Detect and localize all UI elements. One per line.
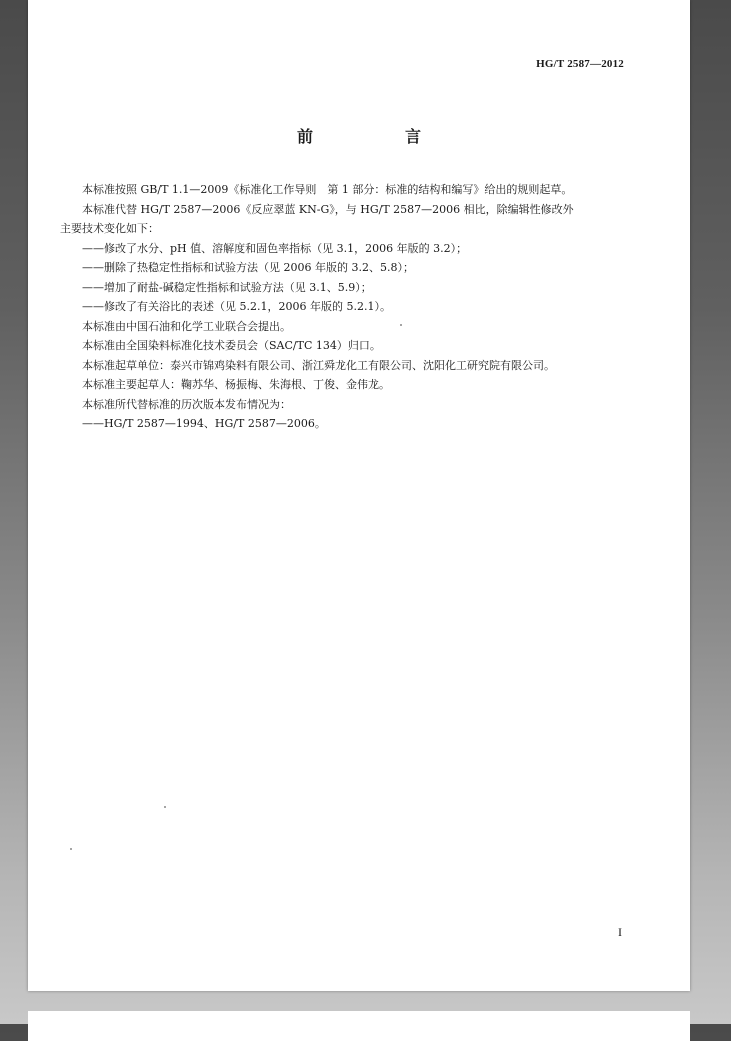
page-number: I — [618, 925, 622, 939]
paragraph-drafting-units: 本标准起草单位：泰兴市锦鸡染料有限公司、浙江舜龙化工有限公司、沈阳化工研究院有限公司。 — [82, 358, 555, 372]
paragraph-replaces-continued: 主要技术变化如下： — [60, 222, 159, 235]
list-item: ——修改了有关浴比的表述（见 5.2.1，2006 年版的 5.2.1）。 — [82, 300, 391, 313]
scan-speck — [70, 848, 72, 850]
list-item: ——修改了水分、pH 值、溶解度和固色率指标（见 3.1，2006 年版的 3.2）； — [82, 241, 468, 255]
next-page-edge — [28, 1011, 690, 1041]
foreword-body — [60, 180, 660, 434]
paragraph-history: 本标准所代替标准的历次版本发布情况为： — [82, 397, 291, 411]
scan-speck — [400, 324, 402, 326]
list-item: ——增加了耐盐-碱稳定性指标和试验方法（见 3.1、5.9）； — [82, 280, 372, 294]
paragraph-proposer: 本标准由中国石油和化学工业联合会提出。 — [82, 319, 291, 333]
paragraph-replaces: 本标准代替 HG/T 2587—2006《反应翠蓝 KN-G》，与 HG/T 2587—2006 相比，除编辑性修改外 — [82, 202, 574, 216]
page-title: 前 言 — [296, 127, 459, 146]
document-code: HG/T 2587—2012 — [536, 58, 624, 70]
list-item: ——删除了热稳定性指标和试验方法（见 2006 年版的 3.2、5.8）； — [82, 261, 414, 274]
paragraph-drafters: 本标准主要起草人：鞠苏华、杨振梅、朱海根、丁俊、金伟龙。 — [82, 378, 390, 391]
document-page — [28, 0, 690, 991]
list-item: ——HG/T 2587—1994、HG/T 2587—2006。 — [82, 417, 326, 430]
paragraph-drafting-rules: 本标准按照 GB/T 1.1—2009《标准化工作导则 第 1 部分：标准的结构和编写》给出的规则起草。 — [82, 183, 573, 196]
paragraph-committee: 本标准由全国染料标准化技术委员会（SAC/TC 134）归口。 — [82, 339, 381, 352]
scan-speck — [164, 806, 166, 808]
